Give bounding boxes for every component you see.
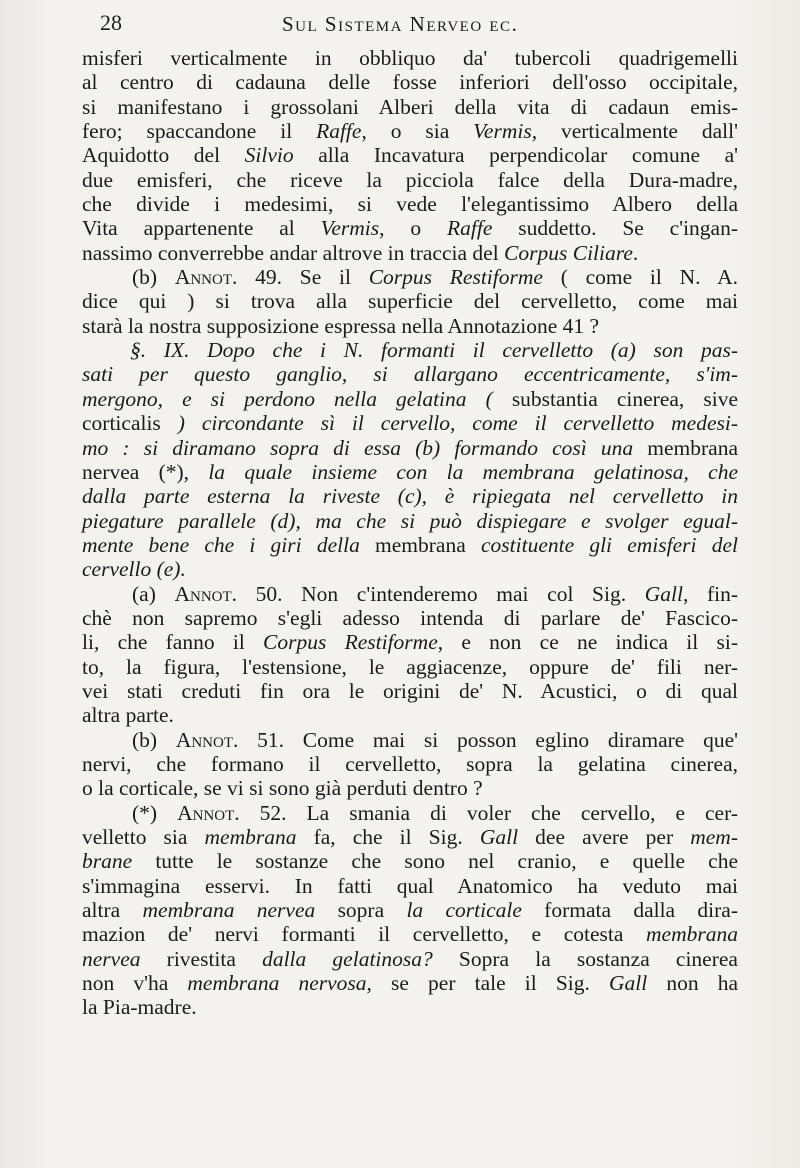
text-run: Vita appartenente al: [82, 216, 321, 241]
text-run: la quale insieme con la membrana gelatinosa, che: [208, 459, 739, 484]
text-run: altra: [82, 898, 143, 923]
text-run: Corpus Restiforme: [368, 265, 543, 290]
text-run: vei stati creduti fin ora le origini de' N. Acustici, o di qual: [82, 678, 738, 703]
text-line: [82, 874, 738, 898]
text-run: substantia cinerea, sive: [511, 386, 738, 411]
text-run: dee avere per: [518, 825, 691, 849]
text-run: velletto sia: [82, 825, 205, 849]
text-run: altra parte.: [82, 703, 174, 728]
text-run: costituente gli emisferi del: [480, 532, 738, 557]
text-run: nervea: [82, 946, 141, 971]
text-line: [82, 606, 738, 630]
text-run: Raffe: [316, 119, 362, 144]
running-header: [100, 10, 720, 40]
text-run: Aquidotto del: [82, 143, 245, 168]
text-line: [82, 557, 738, 581]
text-run: mem-: [690, 825, 738, 849]
text-run: membrana: [647, 435, 738, 460]
text-line: [82, 971, 738, 995]
text-run: . 52. La smania di voler che cervello, e cer-: [234, 800, 738, 825]
text-line: [82, 995, 738, 1019]
text-run: (b): [132, 265, 175, 290]
text-line: [82, 947, 738, 971]
text-line: [82, 849, 738, 873]
text-run: §. IX. Dopo che i N. formanti il cervelletto (a) son pas-: [130, 338, 738, 363]
text-line: [82, 46, 738, 70]
text-run: mergono, e si perdono nella gelatina (: [82, 386, 512, 411]
text-run: Annot: [174, 581, 232, 606]
text-run: dalla gelatinosa?: [262, 946, 433, 971]
text-run: Annot: [177, 800, 235, 825]
text-run: chè non sapremo s'egli adesso intenda di parlare de' Fascico-: [82, 605, 738, 630]
text-line: [82, 484, 738, 508]
page-body-text: [82, 46, 738, 1020]
text-run: nassimo converrebbe andar altrove in traccia del: [82, 240, 505, 265]
text-run: Raffe: [447, 216, 493, 241]
text-line: [82, 898, 738, 922]
text-run: formata dalla dira-: [521, 898, 738, 923]
text-line: [82, 241, 738, 265]
text-line: [82, 411, 738, 435]
text-line: [82, 533, 738, 557]
text-line: [82, 776, 738, 800]
text-line: [82, 143, 738, 167]
text-run: fa, che il Sig.: [296, 825, 480, 849]
text-run: corticalis: [82, 411, 178, 436]
text-run: Sopra la sostanza cinerea: [432, 946, 738, 971]
text-run: dice qui ) si trova alla superficie del cervelletto, come mai: [82, 289, 738, 314]
text-run: Annot: [174, 265, 233, 290]
text-line: [82, 70, 738, 94]
text-run: fero; spaccandone il: [82, 119, 317, 144]
text-run: (b): [132, 727, 176, 752]
text-line: [82, 582, 738, 606]
text-line: [82, 289, 738, 313]
text-run: che divide i medesimi, si vede l'elegantissimo Albero della: [82, 192, 738, 217]
text-run: dalla parte esterna la riveste (c), è ripiegata nel cervelletto in: [82, 484, 738, 509]
text-run: o la corticale, se vi si sono già perduti dentro ?: [82, 776, 483, 801]
text-line: [82, 460, 738, 484]
text-run: . 51. Come mai si posson eglino diramare que': [233, 727, 738, 752]
text-run: , o sia: [361, 119, 474, 144]
text-run: Corpus Restiforme: [263, 630, 438, 655]
text-run: , fin-: [682, 581, 738, 606]
text-run: , e non ce ne indica il si-: [437, 630, 738, 655]
text-line: [82, 655, 738, 679]
text-line: [82, 436, 738, 460]
text-run: Annot: [175, 727, 234, 752]
text-run: Gall: [608, 971, 648, 996]
running-title: Sul Sistema Nerveo ec.: [282, 12, 519, 36]
text-run: sati per questo ganglio, si allargano eccentricamente, s'im-: [82, 362, 738, 387]
page-number: 28: [100, 10, 122, 35]
text-run: suddetto. Se c'ingan-: [492, 216, 739, 241]
text-run: tutte le sostanze che sono nel cranio, e quelle che: [132, 849, 738, 874]
text-run: Vermis: [320, 216, 380, 241]
text-run: non v'ha: [82, 971, 188, 996]
text-line: [82, 216, 738, 240]
text-run: , se per tale il Sig.: [366, 971, 609, 996]
text-line: [82, 192, 738, 216]
text-run: al centro di cadauna delle fosse inferiori dell'osso occipitale,: [82, 70, 738, 95]
text-line: [82, 801, 738, 825]
text-run: non ha: [647, 971, 738, 996]
text-run: membrana nervea: [142, 898, 316, 923]
text-run: la corticale: [406, 898, 522, 923]
text-line: [82, 752, 738, 776]
text-run: brane: [82, 849, 133, 874]
text-run: membrana: [375, 532, 481, 557]
text-run: , verticalmente dall': [531, 119, 738, 144]
text-run: cervello (e).: [82, 557, 186, 582]
text-line: [82, 825, 738, 849]
text-run: alla Incavatura perpendicolar comune a': [293, 143, 738, 168]
text-line: [82, 168, 738, 192]
text-run: Corpus Ciliare: [504, 240, 633, 265]
text-run: (a): [132, 581, 175, 606]
text-line: [82, 362, 738, 386]
text-line: [82, 387, 738, 411]
text-run: misferi verticalmente in obbliquo da' tubercoli quadrigemelli: [82, 46, 738, 70]
text-line: [82, 119, 738, 143]
text-run: .: [632, 240, 639, 265]
text-run: Gall: [479, 825, 519, 849]
text-line: [82, 728, 738, 752]
text-run: li, che fanno il: [82, 630, 264, 655]
text-line: [82, 703, 738, 727]
text-run: to, la figura, l'estensione, le aggiacenze, oppure de' fili ner-: [82, 654, 738, 679]
text-run: sopra: [315, 898, 407, 923]
text-run: ) circondante sì il cervello, come il cervelletto medesi-: [177, 411, 738, 436]
text-run: Silvio: [244, 143, 294, 168]
text-run: nervea (*),: [82, 459, 209, 484]
text-line: [82, 95, 738, 119]
text-line: [82, 630, 738, 654]
text-run: mazion de' nervi formanti il cervelletto, e cotesta: [82, 922, 647, 947]
text-run: rivestita: [140, 946, 263, 971]
text-line: [82, 922, 738, 946]
text-line: [82, 679, 738, 703]
text-run: Gall: [644, 581, 683, 606]
text-run: membrana nervosa: [187, 971, 367, 996]
text-run: due emisferi, che riceve la picciola falce della Dura-madre,: [82, 167, 738, 192]
text-run: nervi, che formano il cervelletto, sopra la gelatina cinerea,: [82, 751, 738, 776]
text-line: [82, 314, 738, 338]
text-run: membrana: [204, 825, 297, 849]
text-run: , o: [379, 216, 447, 241]
text-run: Vermis: [473, 119, 532, 144]
text-line: [82, 338, 738, 362]
text-run: piegature parallele (d), ma che si può dispiegare e svolger egual-: [82, 508, 738, 533]
text-run: membrana: [646, 922, 738, 947]
text-run: mente bene che i giri della: [82, 532, 376, 557]
text-run: s'immagina esservi. In fatti qual Anatomico ha veduto mai: [82, 873, 738, 898]
text-run: . 50. Non c'intenderemo mai col Sig.: [231, 581, 645, 606]
text-line: [82, 509, 738, 533]
text-run: starà la nostra supposizione espressa nella Annotazione 41 ?: [82, 313, 600, 338]
text-run: . 49. Se il: [232, 265, 369, 290]
text-run: si manifestano i grossolani Alberi della vita di cadaun emis-: [82, 94, 738, 119]
text-run: la Pia-madre.: [82, 995, 197, 1020]
text-line: [82, 265, 738, 289]
text-run: (*): [132, 800, 178, 825]
text-run: ( come il N. A.: [542, 265, 738, 290]
text-run: mo : si diramano sopra di essa (b) formando così una: [82, 435, 648, 460]
